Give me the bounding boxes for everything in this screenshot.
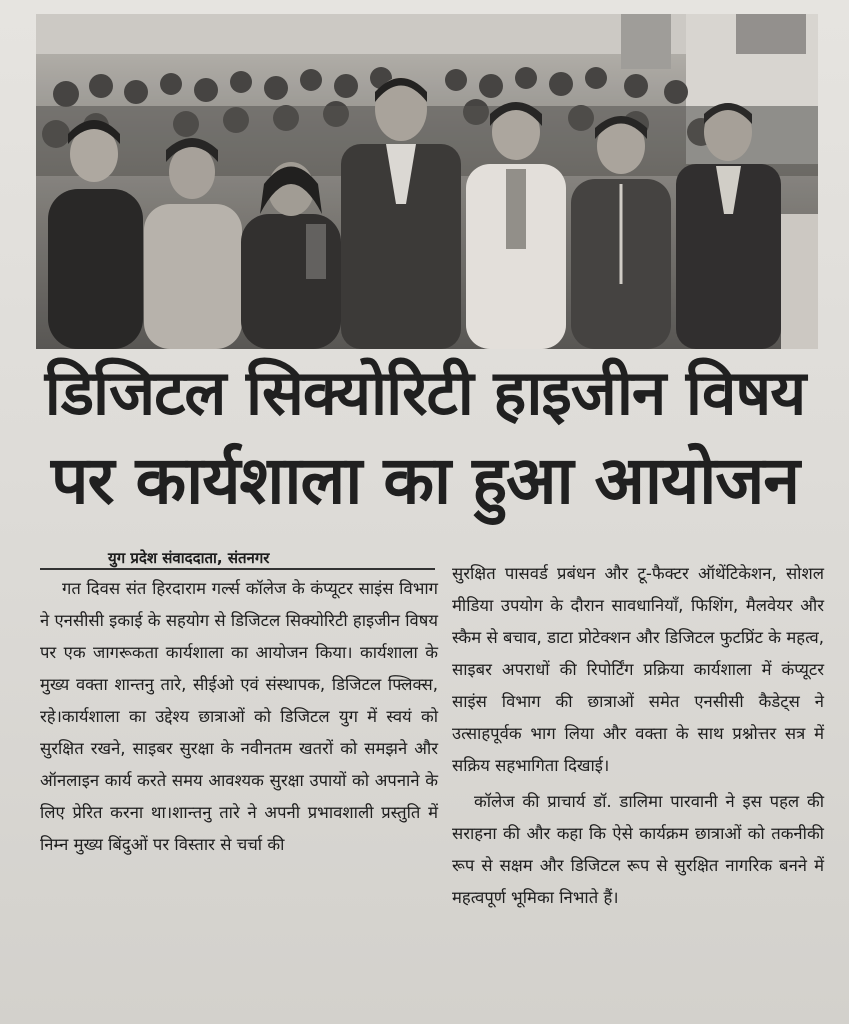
- byline: युग प्रदेश संवाददाता, संतनगर: [108, 549, 270, 567]
- article-paragraph: सुरक्षित पासवर्ड प्रबंधन और टू-फैक्टर ऑथेंटिकेशन, सोशल मीडिया उपयोग के दौरान सावधानियाँ, फिशिंग, मैलवेयर और स्कैम से बचाव, डाटा प्रोटेक्शन और डिजिटल फुटप्रिंट के महत्व, साइबर अपराधों की रिपोर्टिंग प्रक्रिया कार्यशाला में कंप्यूटर साइंस विभाग की छात्राओं समेत एनसीसी कैडेट्स ने उत्साहपूर्वक भाग लिया और वक्ता के साथ प्रश्नोत्तर सत्र में सक्रिय सहभागिता दिखाई।: [452, 564, 824, 775]
- article-paragraph: कॉलेज की प्राचार्य डॉ. डालिमा पारवानी ने इस पहल की सराहना की और कहा कि ऐसे कार्यक्रम छात्राओं को तकनीकी रूप से सक्षम और डिजिटल रूप से सुरक्षित नागरिक बनने में महत्वपूर्ण भूमिका निभाते हैं।: [452, 792, 824, 907]
- byline-divider: [40, 568, 435, 570]
- headline-line-2: पर कार्यशाला का हुआ आयोजन: [51, 442, 799, 519]
- group-photo: [36, 14, 818, 349]
- article-column-right: [452, 558, 824, 914]
- article-paragraph: गत दिवस संत हिरदाराम गर्ल्स कॉलेज के कंप्यूटर साइंस विभाग ने एनसीसी इकाई के सहयोग से डिजिटल सिक्योरिटी हाइजीन विषय पर एक जागरूकता कार्यशाला का आयोजन किया। कार्यशाला के मुख्य वक्ता शान्तनु तारे, सीईओ एवं संस्थापक, डिजिटल फ्लिक्स, रहे।कार्यशाला का उद्देश्य छात्राओं को डिजिटल युग में स्वयं को सुरक्षित रखने, साइबर सुरक्षा के नवीनतम खतरों को समझने और ऑनलाइन कार्य करते समय आवश्यक सुरक्षा उपायों को अपनाने के लिए प्रेरित करना था।शान्तनु तारे ने अपनी प्रभावशाली प्रस्तुति में निम्न मुख्य बिंदुओं पर विस्तार से चर्चा की: [40, 579, 438, 854]
- headline-line-1: डिजिटल सिक्योरिटी हाइजीन विषय: [44, 356, 806, 429]
- article-column-left: [40, 573, 438, 861]
